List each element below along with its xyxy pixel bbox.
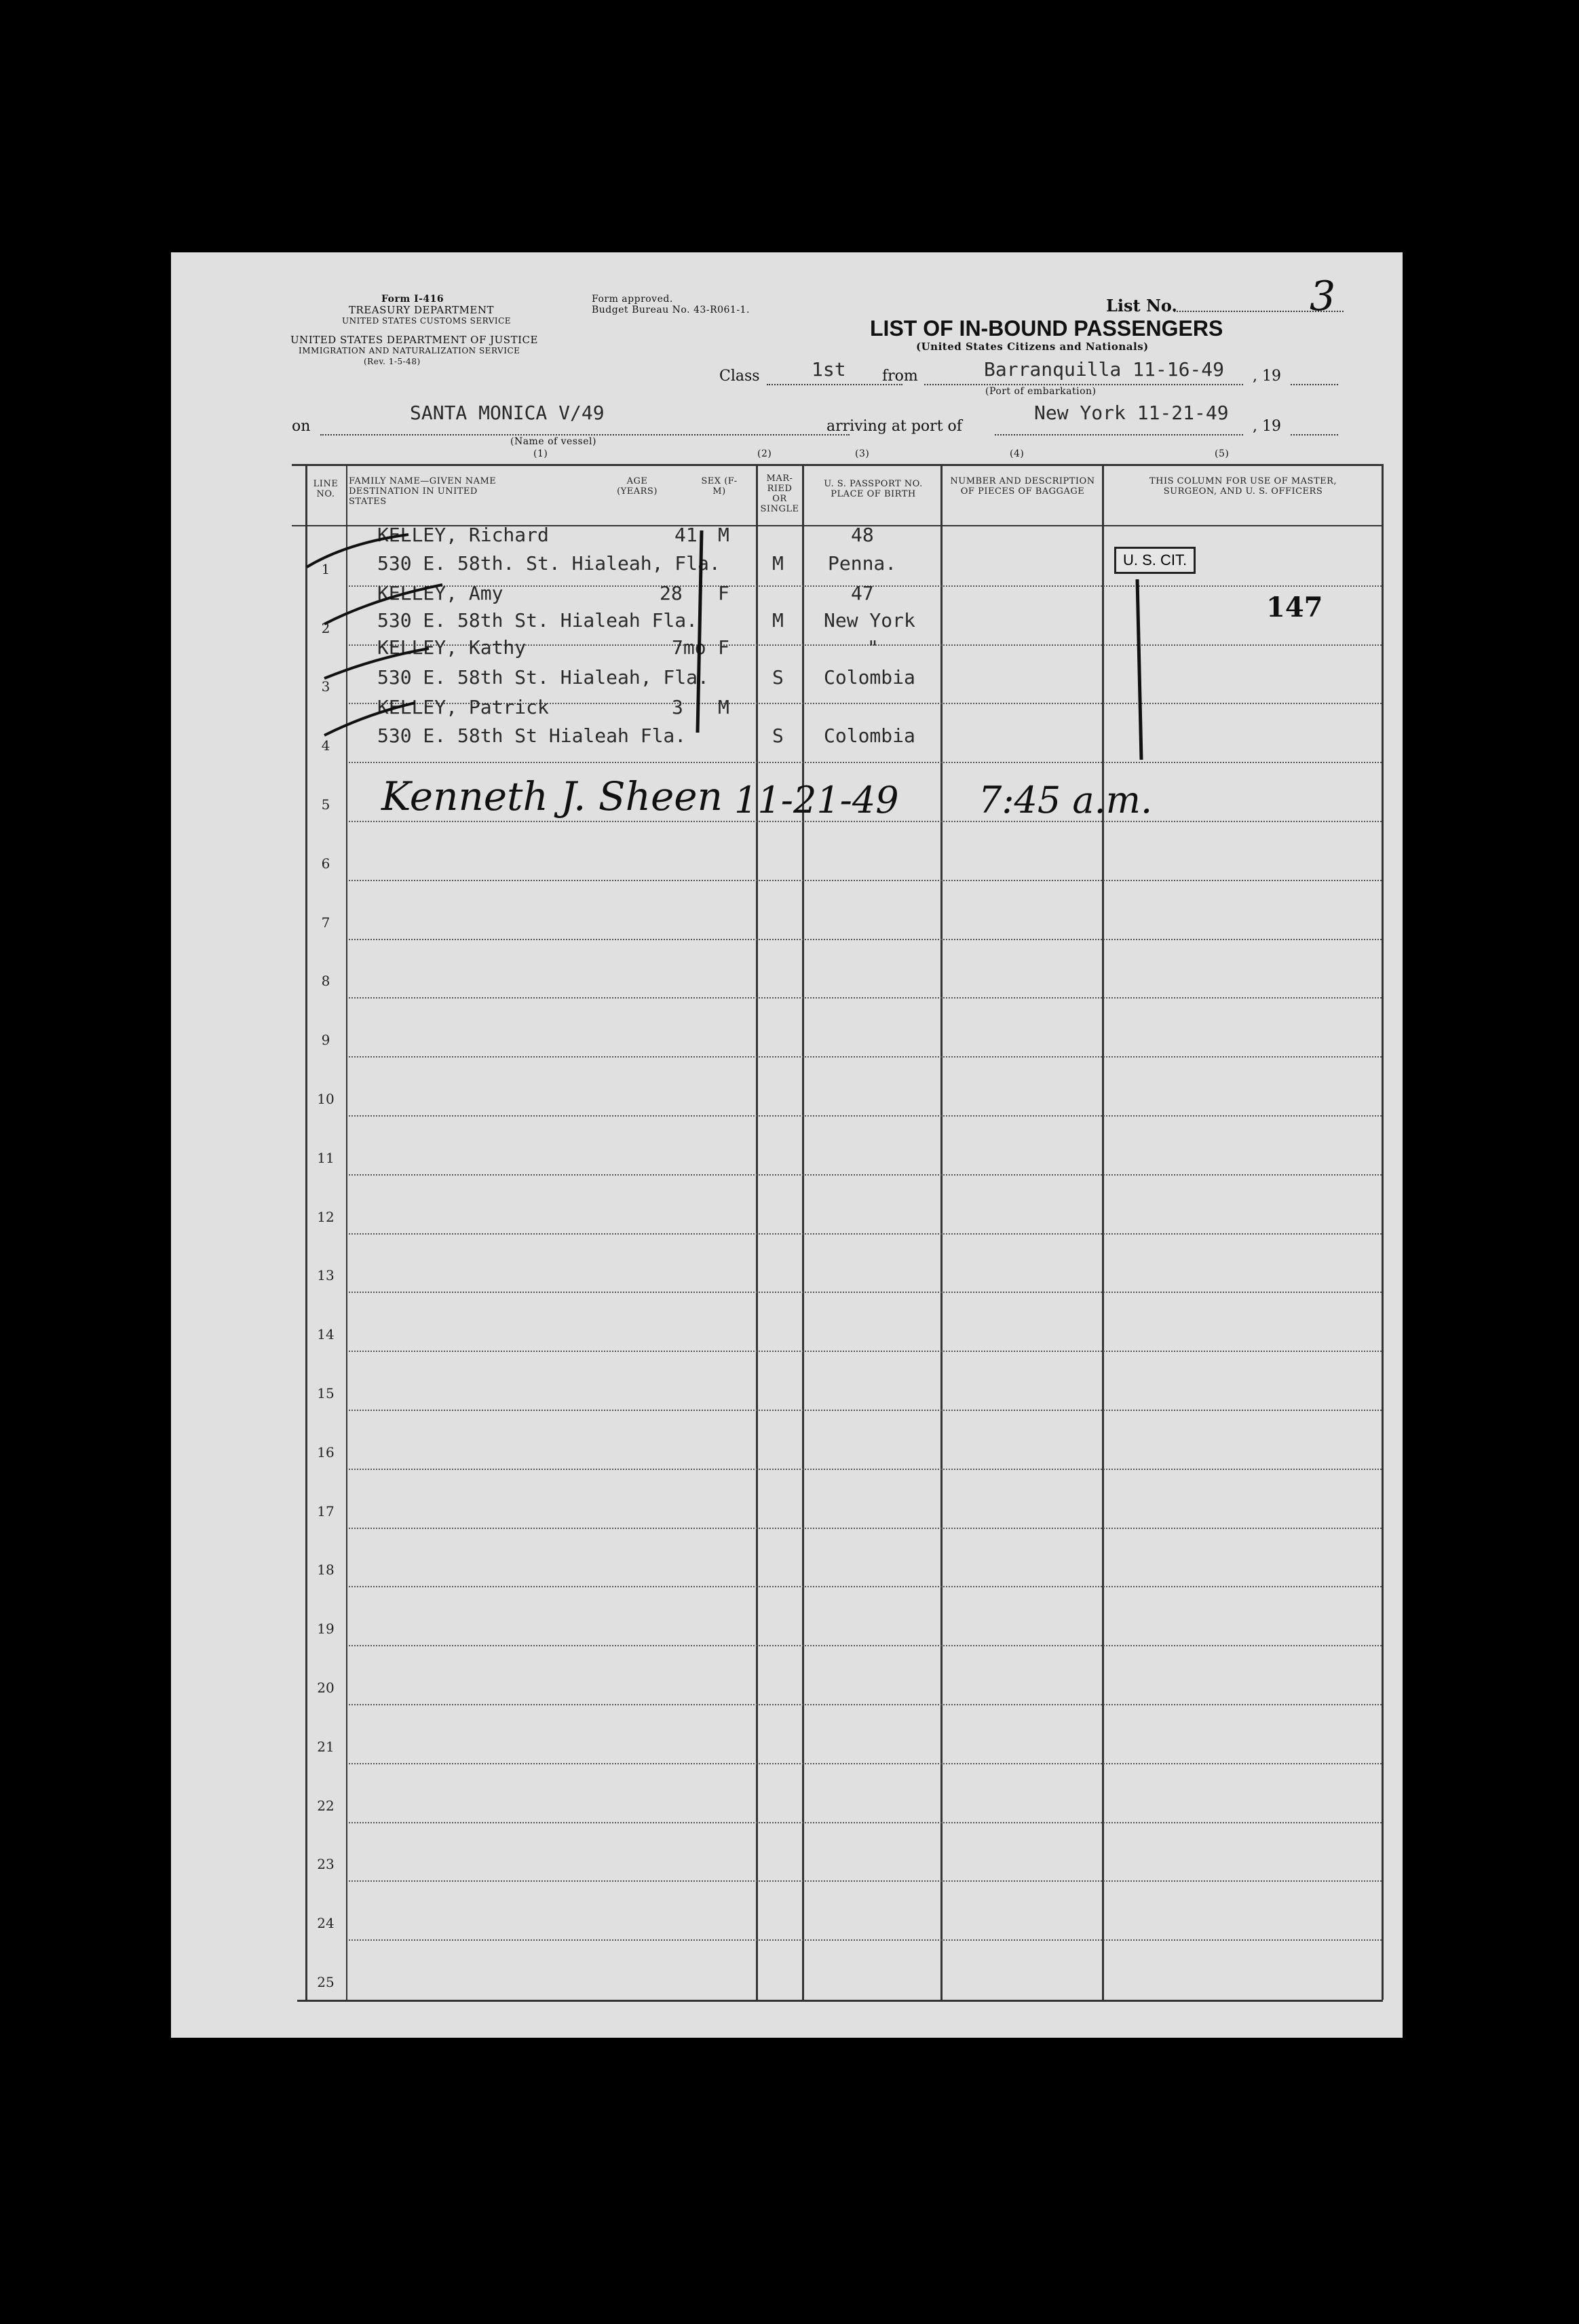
- line-number: 20: [317, 1680, 335, 1696]
- line-number: 19: [317, 1621, 335, 1638]
- passenger-1-address: 530 E. 58th. St. Hialeah, Fla.: [377, 552, 721, 575]
- year-label-2: , 19: [1253, 418, 1281, 435]
- header-officers: THIS COLUMN FOR USE OF MASTER, SURGEON, AND U. S. OFFICERS: [1149, 476, 1337, 497]
- passenger-3-address: 530 E. 58th St. Hialeah, Fla.: [377, 666, 709, 689]
- line-number: 21: [317, 1738, 335, 1755]
- header-baggage: NUMBER AND DESCRIPTION OF PIECES OF BAGGAGE: [950, 476, 1095, 497]
- on-label: on: [292, 418, 311, 435]
- revision: (Rev. 1-5-48): [364, 357, 421, 366]
- treasury-dept: TREASURY DEPARTMENT: [349, 304, 494, 316]
- line-number: 16: [317, 1444, 335, 1460]
- passenger-3-name: KELLEY, Kathy: [377, 636, 527, 659]
- form-approved: Form approved.: [592, 294, 673, 305]
- line-number: 4: [321, 737, 330, 754]
- line-number: 11: [317, 1149, 335, 1166]
- form-subtitle: (United States Citizens and Nationals): [916, 341, 1149, 353]
- col-number-4: (4): [1010, 448, 1025, 459]
- line-number: 10: [317, 1091, 335, 1107]
- us-citizen-stamp: U. S. CIT.: [1114, 547, 1196, 574]
- passenger-1-passport: 48: [851, 524, 874, 546]
- passenger-2-passport: 47: [851, 582, 874, 604]
- list-no-value: 3: [1310, 273, 1336, 320]
- passenger-1-marital: M: [772, 552, 784, 575]
- passenger-3-marital: S: [772, 666, 784, 689]
- passenger-4-address: 530 E. 58th St Hialeah Fla.: [377, 724, 687, 747]
- passenger-4-marital: S: [772, 724, 784, 747]
- passenger-1-birth: Penna.: [828, 552, 897, 575]
- port-embark-caption: (Port of embarkation): [985, 386, 1097, 397]
- line-number: 5: [321, 796, 330, 813]
- header-married: MAR-RIED OR SINGLE: [760, 473, 799, 514]
- line-number: 12: [317, 1208, 335, 1225]
- line-number: 24: [317, 1915, 335, 1932]
- signature-time: 7:45 a.m.: [978, 779, 1153, 821]
- passenger-1-sex: M: [718, 524, 729, 546]
- passenger-4-birth: Colombia: [824, 724, 915, 747]
- from-label: from: [882, 368, 918, 385]
- passenger-2-marital: M: [772, 609, 784, 632]
- arriving-label: arriving at port of: [826, 418, 962, 435]
- header-passport: U. S. PASSPORT NO. PLACE OF BIRTH: [824, 479, 923, 499]
- officer-note: 147: [1266, 592, 1323, 623]
- passenger-4-age: 3: [672, 696, 683, 718]
- passenger-3-age: 7mo: [672, 636, 706, 659]
- line-number: 14: [317, 1326, 335, 1343]
- line-number: 3: [321, 678, 330, 695]
- line-number: 23: [317, 1856, 335, 1873]
- line-number: 8: [321, 973, 330, 990]
- passenger-list-form: [171, 252, 1403, 2038]
- vessel-value: SANTA MONICA V/49: [410, 402, 605, 424]
- header-sex: SEX (F-M): [701, 476, 738, 497]
- line-number: 6: [321, 855, 330, 872]
- passenger-2-birth: New York: [824, 609, 915, 632]
- header-name: FAMILY NAME—GIVEN NAME DESTINATION IN UNITED STATES: [349, 476, 497, 507]
- passenger-4-sex: M: [718, 696, 729, 718]
- line-number: 7: [321, 914, 330, 931]
- passenger-3-sex: F: [718, 636, 729, 659]
- col-number-3: (3): [855, 448, 870, 459]
- col-number-2: (2): [757, 448, 772, 459]
- line-number: 18: [317, 1562, 335, 1579]
- line-number: 22: [317, 1797, 335, 1814]
- signature: Kenneth J. Sheen: [381, 773, 723, 819]
- line-number: 2: [321, 619, 330, 636]
- check-marks: [171, 252, 1403, 2038]
- header-line-no: LINE NO.: [313, 479, 339, 499]
- line-number: 13: [317, 1267, 335, 1284]
- class-label: Class: [719, 368, 760, 385]
- line-number: 25: [317, 1974, 335, 1990]
- passenger-2-sex: F: [718, 582, 729, 604]
- passenger-3-birth: Colombia: [824, 666, 915, 689]
- passenger-2-address: 530 E. 58th St. Hialeah Fla.: [377, 609, 698, 632]
- from-value: Barranquilla 11-16-49: [984, 358, 1225, 381]
- form-number: Form I-416: [381, 294, 444, 305]
- immigration-service: IMMIGRATION AND NATURALIZATION SERVICE: [299, 346, 520, 355]
- passenger-2-age: 28: [660, 582, 683, 604]
- col-number-5: (5): [1215, 448, 1230, 459]
- line-number: 1: [321, 560, 330, 577]
- passenger-1-name: KELLEY, Richard: [377, 524, 549, 546]
- passenger-4-name: KELLEY, Patrick: [377, 696, 549, 718]
- signature-date: 11-21-49: [734, 779, 899, 821]
- vessel-caption: (Name of vessel): [510, 436, 596, 447]
- passenger-1-age: 41: [674, 524, 698, 546]
- col-number-1: (1): [533, 448, 548, 459]
- passenger-3-passport: ": [867, 636, 879, 659]
- line-number: 17: [317, 1503, 335, 1519]
- year-label-1: , 19: [1253, 368, 1281, 385]
- arriving-value: New York 11-21-49: [1034, 402, 1229, 424]
- line-number: 9: [321, 1032, 330, 1049]
- justice-dept: UNITED STATES DEPARTMENT OF JUSTICE: [290, 334, 538, 346]
- line-number: 15: [317, 1385, 335, 1401]
- customs-service: UNITED STATES CUSTOMS SERVICE: [342, 316, 512, 326]
- budget-bureau: Budget Bureau No. 43-R061-1.: [592, 305, 750, 315]
- list-no-label: List No.: [1106, 296, 1177, 315]
- class-value: 1st: [812, 358, 846, 381]
- header-age: AGE (YEARS): [617, 476, 658, 497]
- passenger-2-name: KELLEY, Amy: [377, 582, 503, 604]
- form-title: LIST OF IN-BOUND PASSENGERS: [870, 316, 1223, 341]
